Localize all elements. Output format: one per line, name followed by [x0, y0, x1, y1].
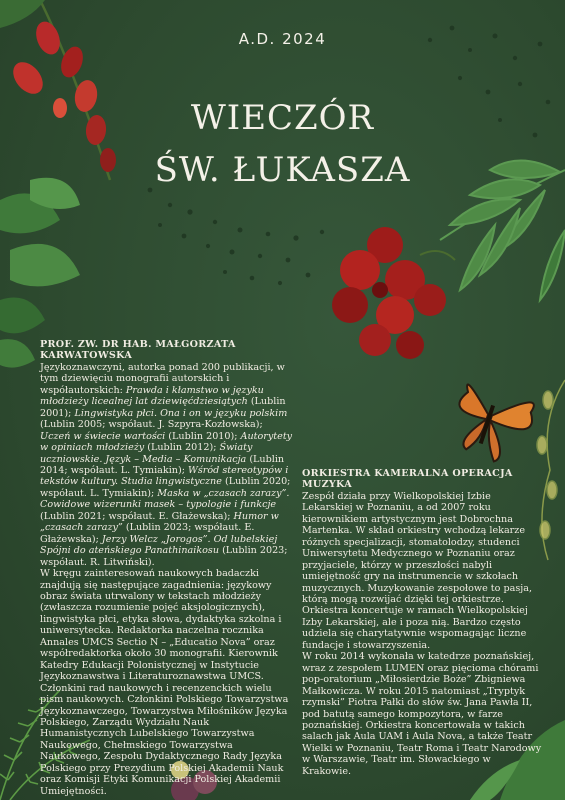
publication-info: (Lublin 2010);	[165, 430, 241, 442]
publication-title: Prawda i kłamstwo w języku młodzieży licealnej lat dziewięćdziesiątych	[40, 384, 264, 408]
monarch-butterfly	[446, 381, 538, 468]
orchestra-paragraph-1: Zespół działa przy Wielkopolskiej Izbie Lekarskiej w Poznaniu, a od 2007 roku kierownikiem artystycznym jest Dobrochna Martenka. W skład orkiestry wchodzą lekarze różnych specjalizacji, stomatolodzy, studenci Uniwersytetu Medycznego w Poznaniu oraz przyjaciele, którzy w przeszłości nabyli umiejętność gry na instrumencie w szkołach muzycznych. Muzykowanie zespołowe to pasja, którą mogą rozwijać dzięki tej orkiestrze. Orkiestra koncertuje w ramach Wielkopolskiej Izby Lekarskiej, ale i poza nią. Bardzo często udziela się charytatywnie wspomagając liczne fundacje i stowarzyszenia.	[302, 490, 533, 651]
publication-title: Autorytety w opiniach młodzieży	[40, 430, 293, 454]
publication-title: Światy uczniowskie. Język – Media – Komunikacja	[40, 442, 253, 465]
publication-info: (Lublin 2001);	[40, 396, 286, 419]
publication-info: (Lublin 2023; współaut. E. Głażewska);	[40, 522, 255, 545]
publication-info: (Lublin 2021; współaut. E. Głażewska);	[40, 510, 234, 522]
publication-title: Uczeń w świecie wartości	[40, 430, 166, 442]
orchestra-name: ORKIESTRA KAMERALNA OPERACJA MUZYKA	[302, 468, 513, 491]
title-line-2: ŚW. ŁUKASZA	[154, 150, 411, 190]
orchestra-description	[302, 468, 542, 777]
red-geranium	[332, 227, 455, 359]
year-label: A.D. 2024	[238, 30, 327, 48]
publication-title: Wśród stereotypów i tekstów kultury. Studia lingwistyczne	[40, 464, 289, 488]
speaker-bio-paragraph-2: W kręgu zainteresowań naukowych badaczki znajdują się następujące zagadnienia: językowy obraz świata utrwalony w tekstach młodzieży (zwłaszcza rozumienie pojęć aksjologicznych), lingwistyka płci, etyka słowa, dydaktyka szkolna i uniwersytecka. Redaktorka naczelna rocznika Annales UMCS Sectio N – „Educatio Nova” oraz współredaktorka około 30 monografii. Kierownik Katedry Edukacji Polonistycznej w Instytucie Językoznawstwa i Literaturoznawstwa UMCS. Członkini rad naukowych i recenzenckich wielu pism naukowych. Członkini Polskiego Towarzystwa Językoznawczego, Towarzystwa Miłośników Języka Polskiego, Zarządu Wydziału Nauk Humanistycznych Lubelskiego Towarzystwa Naukowego, Chełmskiego Towarzystwa Naukowego, Zespołu Dydaktycznego Rady Języka Polskiego przy Prezydium Polskiej Akademii Nauk oraz Komisji Etyki Komunikacji Polskiej Akademii Umiejętności.	[40, 568, 289, 797]
publication-info: (Lublin 2020; współaut. L. Tymiakin);	[40, 476, 291, 499]
speaker-bio-paragraph-1	[40, 362, 296, 568]
event-title	[0, 92, 565, 196]
orchestra-paragraph-2: W roku 2014 wykonała w katedrze poznańskiej, wraz z zespołem LUMEN oraz pięcioma chórami pop-oratorium „Miłosierdzie Boże” Zbigniewa Małkowicza. W roku 2015 natomiast „Tryptyk rzymski” Piotra Pałki do słów św. Jana Pawła II, pod batutą samego kompozytora, w farze poznańskiej. Orkiestra koncertowała w takich salach jak Aula UAM i Aula Nova, a także Teatr Wielki w Poznaniu, Teatr Roma i Teatr Narodowy w Warszawie, Teatr im. Słowackiego w Krakowie.	[302, 651, 542, 777]
publication-info: (Lublin 2023; współaut. R. Litwiński).	[40, 545, 288, 568]
publication-info: (Lublin 2014; współaut. L. Tymiakin);	[40, 453, 285, 476]
publication-info: (Lublin 2012);	[144, 442, 220, 454]
publication-info: (Lublin 2005; współaut. J. Szpyra-Kozłowska);	[40, 419, 263, 431]
publication-title: Humor w „czasach zarazy”	[40, 510, 279, 534]
speaker-name: PROF. ZW. DR HAB. MAŁGORZATA KARWATOWSKA	[40, 339, 236, 362]
title-line-1: WIECZÓR	[190, 98, 375, 138]
bio-intro: Językoznawczyni, autorka ponad 200 publikacji, w tym dziewięciu monografii autorskich i współautorskich:	[40, 361, 285, 396]
publication-title: Lingwistyka płci. Ona i on w języku polskim	[74, 407, 288, 419]
publication-title: Maska w „czasach zarazy”. Cowidowe wizerunki masek – typologie i funkcje	[40, 487, 290, 511]
speaker-bio	[40, 339, 296, 797]
publication-title: Jerzy Welcz „Jorogos”. Od lubelskiej Spójni do ateńskiego Panathinaikosu	[40, 533, 278, 557]
